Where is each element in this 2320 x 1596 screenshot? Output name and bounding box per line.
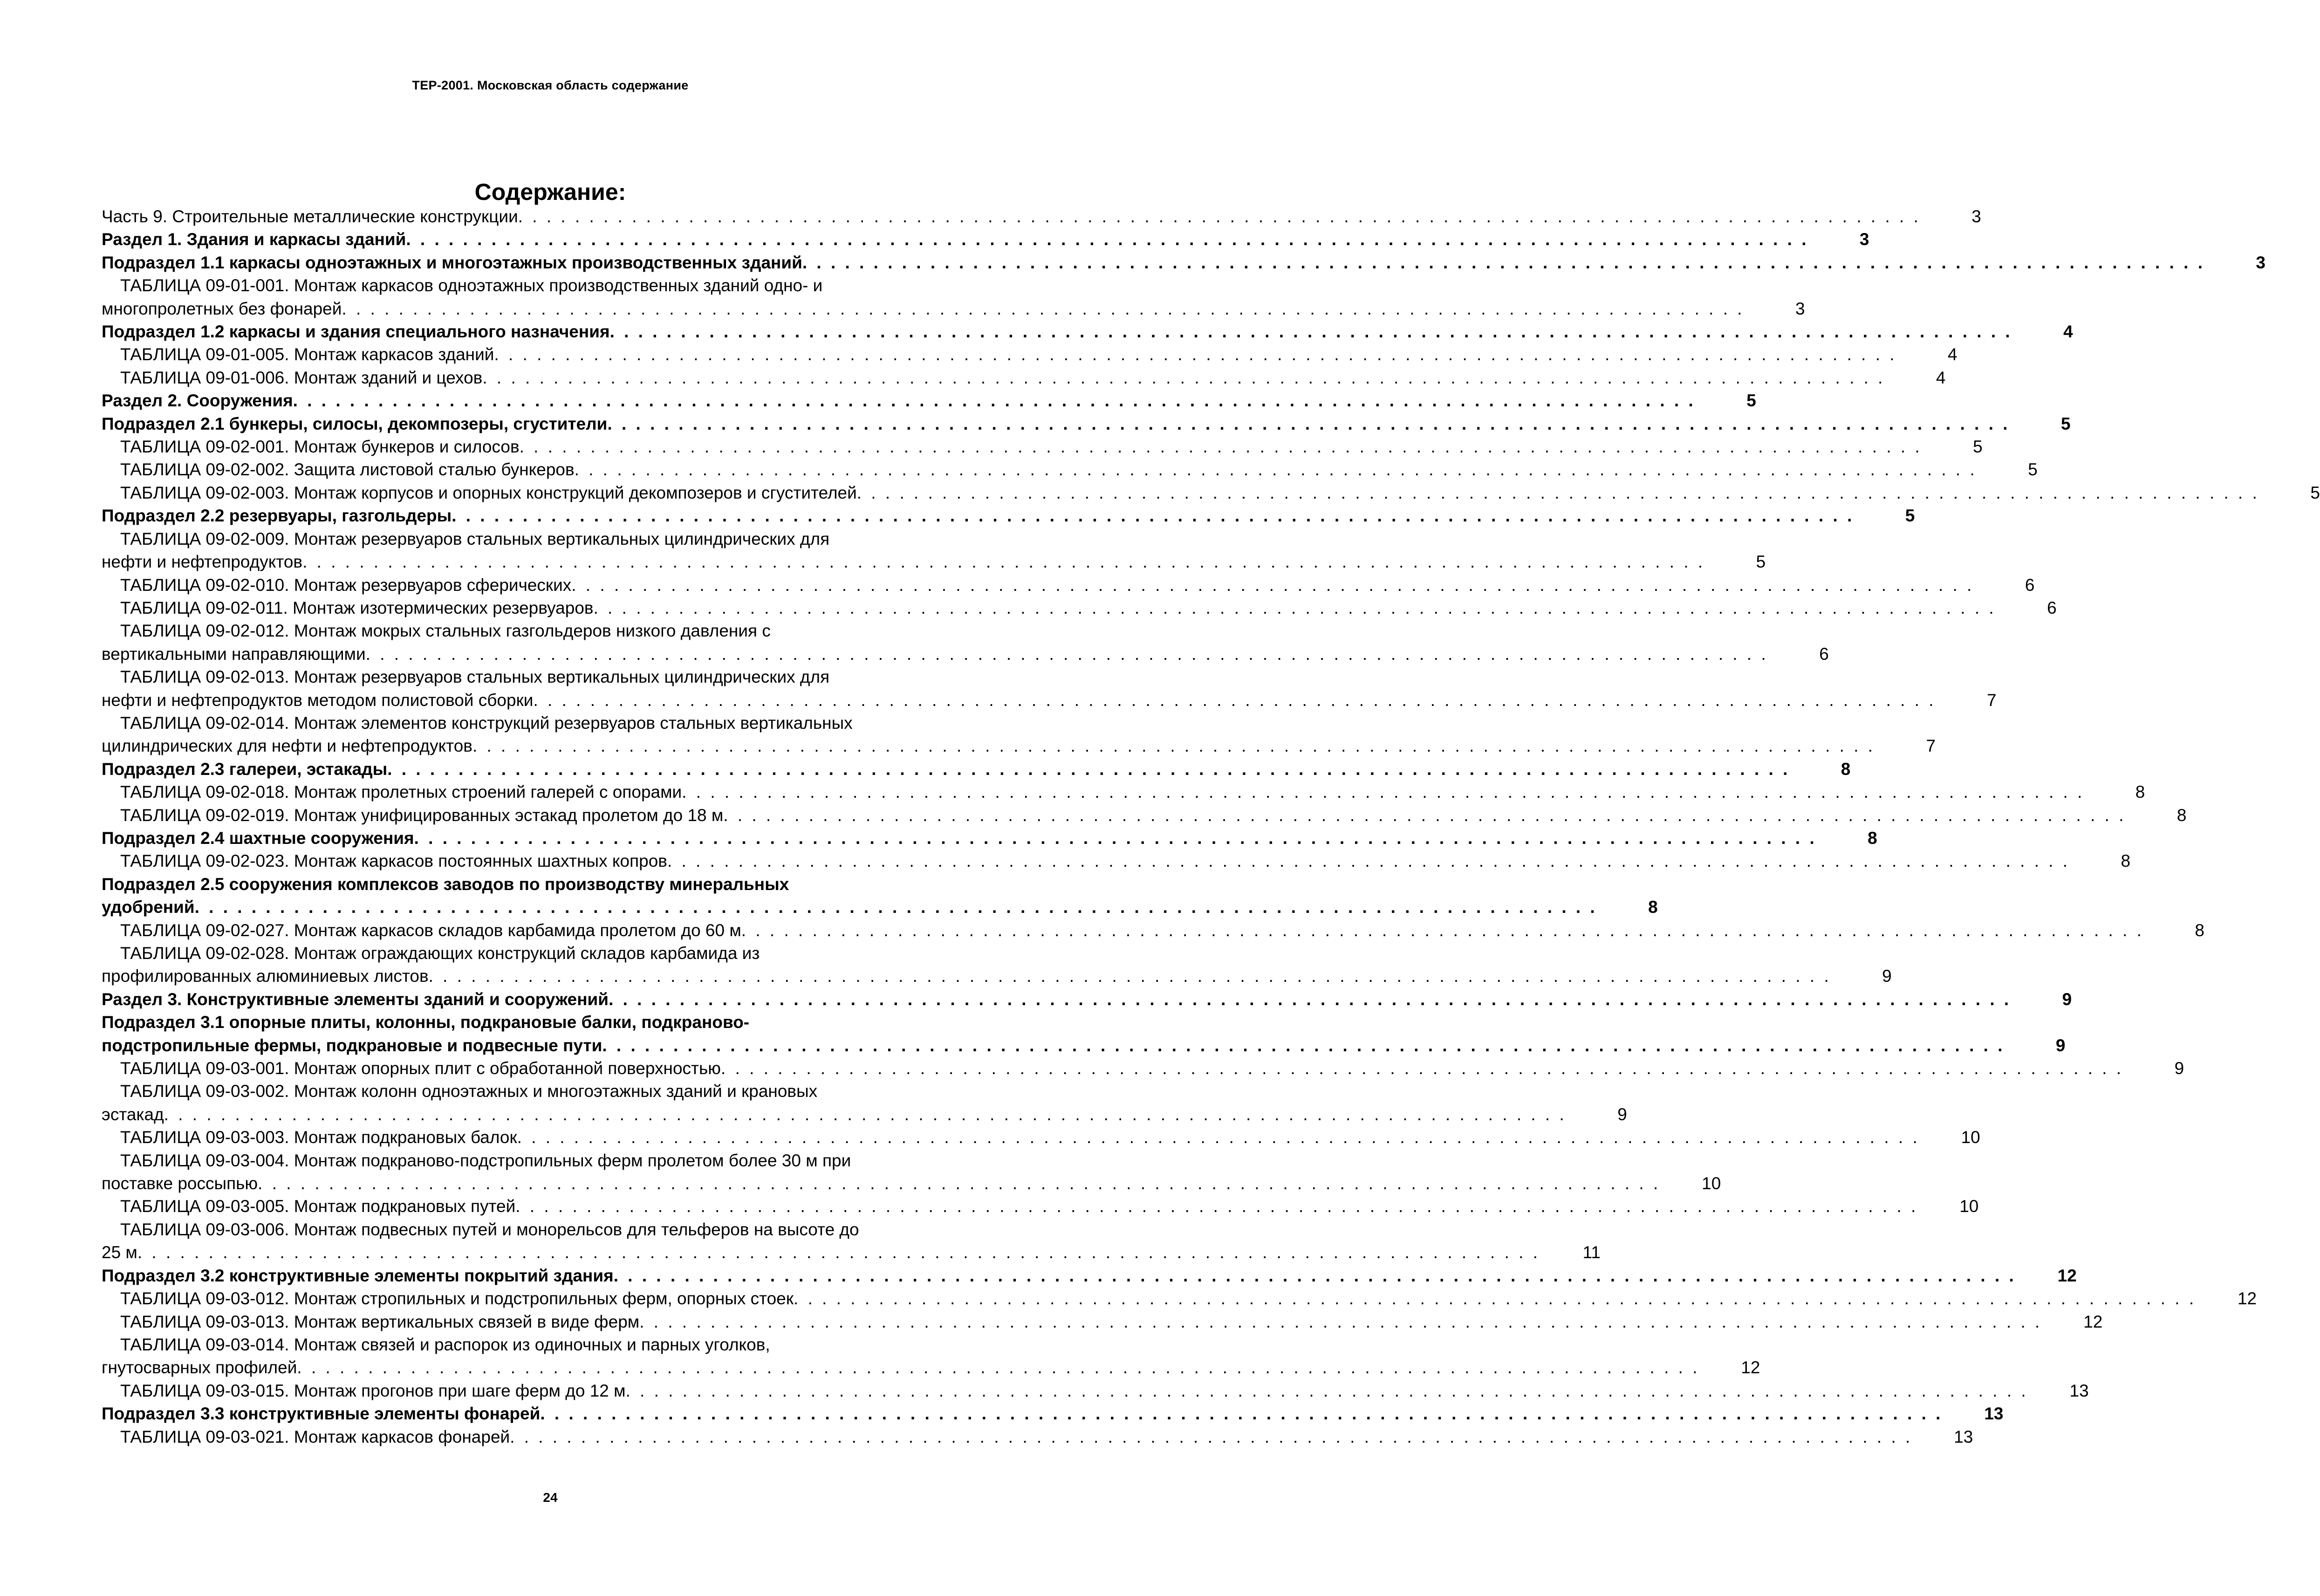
- toc-entry-title: [102, 804, 2126, 827]
- toc-entry-line: ТАБЛИЦА 09-03-004. Монтаж подкраново-подстропильных ферм пролетом более 30 м при: [120, 1151, 851, 1170]
- toc-entry-page-number: 6: [2025, 575, 2035, 595]
- toc-entry-line: ТАБЛИЦА 09-03-006. Монтаж подвесных путей и монорельсов для тельферов на высоте до: [120, 1219, 859, 1239]
- toc-entry[interactable]: [102, 412, 2071, 435]
- toc-entry-page-number: 5: [2310, 483, 2320, 502]
- toc-entry-title: [102, 504, 1854, 527]
- toc-entry[interactable]: [102, 320, 2073, 343]
- toc-entry-line: Подраздел 3.2 конструктивные элементы покрытий здания: [102, 1266, 614, 1285]
- toc-entry-title: [102, 1425, 1912, 1448]
- toc-entry-title: [102, 1126, 1920, 1149]
- toc-entry-page-number: 8: [2176, 805, 2187, 825]
- dot-leader: . . . . . . . . . . . . . . . . . . . . . . . . . . . . . . . . . . . . . . . . . . . . . . . . . . . . . . . . . . . . . . . . . . . . . . . . . . . . . . . . . . . . . . . . . . . . . . . . . . .: [723, 805, 2126, 825]
- toc-entry-page-number: 5: [2060, 414, 2071, 433]
- toc-entry-title: [102, 827, 1817, 849]
- dot-leader: . . . . . . . . . . . . . . . . . . . . . . . . . . . . . . . . . . . . . . . . . . . . . . . . . . . . . . . . . . . . . . . . . . . . . . . . . . . . . . . . . . . . . . . . . . . . . . . . . . .: [258, 1174, 1661, 1193]
- toc-entry-title: [102, 274, 1745, 320]
- toc-entry-line: Подраздел 2.1 бункеры, силосы, декомпозеры, сгустители: [102, 414, 608, 433]
- toc-entry[interactable]: [102, 1195, 1979, 1218]
- toc-entry[interactable]: [102, 504, 1915, 527]
- toc-entry[interactable]: [102, 712, 1936, 758]
- toc-entry-line: цилиндрических для нефти и нефтепродуктов: [102, 736, 472, 756]
- dot-leader: . . . . . . . . . . . . . . . . . . . . . . . . . . . . . . . . . . . . . . . . . . . . . . . . . . . . . . . . . . . . . . . . . . . . . . . . . . . . . . . . . . . . . . . . . . . . . . . . . . .: [802, 253, 2205, 272]
- toc-entry-line: ТАБЛИЦА 09-03-021. Монтаж каркасов фонарей: [120, 1427, 510, 1446]
- toc-entry-title: [102, 919, 2144, 942]
- dot-leader: . . . . . . . . . . . . . . . . . . . . . . . . . . . . . . . . . . . . . . . . . . . . . . . . . . . . . . . . . . . . . . . . . . . . . . . . . . . . . . . . . . . . . . . . . . . . . . . . . . .: [406, 230, 1809, 249]
- toc-entry-page-number: 12: [2237, 1289, 2257, 1308]
- dot-leader: . . . . . . . . . . . . . . . . . . . . . . . . . . . . . . . . . . . . . . . . . . . . . . . . . . . . . . . . . . . . . . . . . . . . . . . . . . . . . . . . . . . . . . . . . . . . . . . . . . .: [609, 989, 2012, 1009]
- toc-entry-title: [102, 1333, 1700, 1379]
- toc-entry[interactable]: [102, 251, 2265, 274]
- toc-entry-title: [102, 251, 2205, 274]
- toc-entry-line: ТАБЛИЦА 09-02-013. Монтаж резервуаров стальных вертикальных цилиндрических для: [120, 667, 830, 687]
- toc-entry-line: ТАБЛИЦА 09-02-014. Монтаж элементов конструкций резервуаров стальных вертикальных: [120, 713, 853, 733]
- toc-entry-title: [102, 873, 1597, 919]
- toc-entry-page-number: 10: [1959, 1197, 1979, 1216]
- toc-entry[interactable]: [102, 1149, 1721, 1195]
- toc-entry-page-number: 12: [2057, 1266, 2077, 1285]
- toc-entry-title: [102, 1080, 1567, 1126]
- page-title: Содержание:: [474, 179, 626, 205]
- dot-leader: . . . . . . . . . . . . . . . . . . . . . . . . . . . . . . . . . . . . . . . . . . . . . . . . . . . . . . . . . . . . . . . . . . . . . . . . . . . . . . . . . . . . . . . . . . . . . . . . . . .: [452, 506, 1855, 526]
- toc-entry-line: ТАБЛИЦА 09-02-018. Монтаж пролетных строений галерей с опорами: [120, 782, 682, 802]
- dot-leader: . . . . . . . . . . . . . . . . . . . . . . . . . . . . . . . . . . . . . . . . . . . . . . . . . . . . . . . . . . . . . . . . . . . . . . . . . . . . . . . . . . . . . . . . . . . . . . . . . . .: [533, 690, 1936, 710]
- toc-entry[interactable]: [102, 1011, 2066, 1057]
- toc-entry[interactable]: [102, 665, 1997, 712]
- toc-entry[interactable]: [102, 366, 1946, 389]
- toc-entry-title: [102, 665, 1936, 712]
- dot-leader: . . . . . . . . . . . . . . . . . . . . . . . . . . . . . . . . . . . . . . . . . . . . . . . . . . . . . . . . . . . . . . . . . . . . . . . . . . . . . . . . . . . . . . . . . . . . . . . . . . .: [472, 736, 1875, 756]
- dot-leader: . . . . . . . . . . . . . . . . . . . . . . . . . . . . . . . . . . . . . . . . . . . . . . . . . . . . . . . . . . . . . . . . . . . . . . . . . . . . . . . . . . . . . . . . . . . . . . . . . . .: [639, 1312, 2042, 1331]
- toc-entry[interactable]: [102, 1333, 1760, 1379]
- dot-leader: . . . . . . . . . . . . . . . . . . . . . . . . . . . . . . . . . . . . . . . . . . . . . . . . . . . . . . . . . . . . . . . . . . . . . . . . . . . . . . . . . . . . . . . . . . . . . . . . . . .: [607, 414, 2010, 433]
- toc-entry-page-number: 8: [2121, 851, 2131, 871]
- toc-entry-page-number: 5: [1756, 552, 1766, 572]
- toc-entry-title: [102, 458, 1977, 481]
- toc-entry[interactable]: [102, 1310, 2103, 1333]
- toc-entry-line: ТАБЛИЦА 09-02-028. Монтаж ограждающих конструкций складов карбамида из: [120, 944, 760, 963]
- toc-entry-page-number: 9: [2174, 1059, 2184, 1078]
- toc-entry-title: [102, 596, 1996, 619]
- toc-entry-page-number: 5: [1746, 391, 1756, 411]
- dot-leader: . . . . . . . . . . . . . . . . . . . . . . . . . . . . . . . . . . . . . . . . . . . . . . . . . . . . . . . . . . . . . . . . . . . . . . . . . . . . . . . . . . . . . . . . . . . . . . . . . . .: [515, 1197, 1918, 1216]
- toc-entry-line: ТАБЛИЦА 09-03-003. Монтаж подкрановых балок: [120, 1128, 517, 1147]
- dot-leader: . . . . . . . . . . . . . . . . . . . . . . . . . . . . . . . . . . . . . . . . . . . . . . . . . . . . . . . . . . . . . . . . . . . . . . . . . . . . . . . . . . . . . . . . . . . . . . . . . . .: [856, 483, 2259, 502]
- toc-entry-line: многопролетных без фонарей: [102, 299, 342, 318]
- toc-entry-line: удобрений: [102, 897, 195, 917]
- toc-entry-line: ТАБЛИЦА 09-03-005. Монтаж подкрановых путей: [120, 1197, 516, 1216]
- toc-entry[interactable]: [102, 988, 2072, 1011]
- toc-entry[interactable]: [102, 1425, 1973, 1448]
- dot-leader: . . . . . . . . . . . . . . . . . . . . . . . . . . . . . . . . . . . . . . . . . . . . . . . . . . . . . . . . . . . . . . . . . . . . . . . . . . . . . . . . . . . . . . . . . . . . . . . . . . .: [510, 1427, 1913, 1446]
- toc-entry-title: [102, 1264, 2016, 1287]
- toc-entry-page-number: 8: [1648, 897, 1658, 917]
- toc-entry-page-number: 7: [1987, 690, 1997, 710]
- toc-entry-title: [102, 758, 1790, 781]
- toc-entry-line: ТАБЛИЦА 09-03-014. Монтаж связей и распорок из одиночных и парных уголков,: [120, 1335, 770, 1354]
- toc-entry-line: ТАБЛИЦА 09-02-009. Монтаж резервуаров стальных вертикальных цилиндрических для: [120, 529, 830, 548]
- toc-entry[interactable]: [102, 1080, 1627, 1126]
- toc-entry-line: ТАБЛИЦА 09-03-012. Монтаж стропильных и подстропильных ферм, опорных стоек: [120, 1289, 794, 1308]
- toc-entry[interactable]: [102, 481, 2320, 504]
- toc-entry-page-number: 9: [1617, 1104, 1627, 1124]
- toc-entry-title: [102, 1287, 2196, 1310]
- dot-leader: . . . . . . . . . . . . . . . . . . . . . . . . . . . . . . . . . . . . . . . . . . . . . . . . . . . . . . . . . . . . . . . . . . . . . . . . . . . . . . . . . . . . . . . . . . . . . . . . . . .: [365, 644, 1768, 664]
- toc-entry-line: Подраздел 3.1 опорные плиты, колонны, подкрановые балки, подкраново-: [102, 1013, 750, 1032]
- toc-entry-page-number: 11: [1582, 1243, 1601, 1262]
- toc-entry-title: [102, 1149, 1660, 1195]
- toc-entry-line: ТАБЛИЦА 09-01-006. Монтаж зданий и цехов: [120, 368, 483, 387]
- toc-entry-page-number: 13: [1984, 1404, 2004, 1424]
- dot-leader: . . . . . . . . . . . . . . . . . . . . . . . . . . . . . . . . . . . . . . . . . . . . . . . . . . . . . . . . . . . . . . . . . . . . . . . . . . . . . . . . . . . . . . . . . . . . . . . . . . .: [414, 828, 1817, 848]
- toc-entry-line: Раздел 2. Сооружения: [102, 391, 293, 411]
- toc-entry[interactable]: [102, 1126, 1980, 1149]
- dot-leader: . . . . . . . . . . . . . . . . . . . . . . . . . . . . . . . . . . . . . . . . . . . . . . . . . . . . . . . . . . . . . . . . . . . . . . . . . . . . . . . . . . . . . . . . . . . . . . . . . . .: [519, 437, 1922, 457]
- toc-entry[interactable]: [102, 1218, 1601, 1264]
- toc-entry-page-number: 8: [2135, 782, 2145, 802]
- toc-entry-page-number: 12: [2083, 1312, 2103, 1331]
- toc-entry-line: подстропильные фермы, подкрановые и подвесные пути: [102, 1035, 602, 1055]
- toc-entry[interactable]: [102, 849, 2131, 872]
- toc-entry-line: Раздел 1. Здания и каркасы зданий: [102, 230, 406, 249]
- toc-entry-title: [102, 574, 1974, 596]
- toc-entry[interactable]: [102, 804, 2187, 827]
- toc-entry-line: ТАБЛИЦА 09-01-001. Монтаж каркасов одноэтажных производственных зданий одно- и: [120, 276, 823, 295]
- toc-entry[interactable]: [102, 343, 1957, 366]
- toc-entry[interactable]: [102, 527, 1766, 574]
- toc-entry[interactable]: [102, 942, 1892, 988]
- toc-entry-line: ТАБЛИЦА 09-01-005. Монтаж каркасов зданий: [120, 345, 494, 364]
- dot-leader: . . . . . . . . . . . . . . . . . . . . . . . . . . . . . . . . . . . . . . . . . . . . . . . . . . . . . . . . . . . . . . . . . . . . . . . . . . . . . . . . . . . . . . . . . . . . . . . . . . .: [482, 368, 1885, 387]
- toc-entry-page-number: 9: [2062, 989, 2072, 1009]
- toc-entry-title: [102, 435, 1922, 458]
- dot-leader: . . . . . . . . . . . . . . . . . . . . . . . . . . . . . . . . . . . . . . . . . . . . . . . . . . . . . . . . . . . . . . . . . . . . . . . . . . . . . . . . . . . . . . . . . . . . . . . . . . .: [387, 759, 1790, 779]
- toc-entry-page-number: 3: [2256, 253, 2265, 272]
- toc-entry[interactable]: [102, 619, 1829, 665]
- toc-entry-title: [102, 942, 1831, 988]
- toc-entry-title: [102, 412, 2010, 435]
- dot-leader: . . . . . . . . . . . . . . . . . . . . . . . . . . . . . . . . . . . . . . . . . . . . . . . . . . . . . . . . . . . . . . . . . . . . . . . . . . . . . . . . . . . . . . . . . . . . . . . . . . .: [602, 1035, 2005, 1055]
- dot-leader: . . . . . . . . . . . . . . . . . . . . . . . . . . . . . . . . . . . . . . . . . . . . . . . . . . . . . . . . . . . . . . . . . . . . . . . . . . . . . . . . . . . . . . . . . . . . . . . . . . .: [574, 460, 1977, 479]
- toc-entry-page-number: 5: [2028, 460, 2038, 479]
- dot-leader: . . . . . . . . . . . . . . . . . . . . . . . . . . . . . . . . . . . . . . . . . . . . . . . . . . . . . . . . . . . . . . . . . . . . . . . . . . . . . . . . . . . . . . . . . . . . . . . . . . .: [518, 207, 1921, 226]
- toc-entry-page-number: 8: [1841, 759, 1851, 779]
- toc-entry-line: нефти и нефтепродуктов: [102, 552, 303, 572]
- toc-entry-page-number: 6: [1819, 644, 1829, 664]
- toc-entry-page-number: 4: [1947, 345, 1957, 364]
- dot-leader: . . . . . . . . . . . . . . . . . . . . . . . . . . . . . . . . . . . . . . . . . . . . . . . . . . . . . . . . . . . . . . . . . . . . . . . . . . . . . . . . . . . . . . . . . . . . . . . . . . .: [137, 1243, 1540, 1262]
- toc-entry-page-number: 5: [1973, 437, 1983, 457]
- toc-entry-page-number: 3: [1971, 207, 1981, 226]
- toc-entry-title: [102, 712, 1875, 758]
- toc-entry-line: ТАБЛИЦА 09-02-012. Монтаж мокрых стальных газгольдеров низкого давления с: [120, 621, 771, 641]
- toc-entry-line: гнутосварных профилей: [102, 1358, 297, 1377]
- toc-entry-title: [102, 205, 1921, 228]
- toc-entry-title: [102, 619, 1768, 665]
- toc-entry-line: Подраздел 2.4 шахтные сооружения: [102, 828, 414, 848]
- dot-leader: . . . . . . . . . . . . . . . . . . . . . . . . . . . . . . . . . . . . . . . . . . . . . . . . . . . . . . . . . . . . . . . . . . . . . . . . . . . . . . . . . . . . . . . . . . . . . . . . . . .: [302, 552, 1705, 572]
- toc-entry-line: нефти и нефтепродуктов методом полистовой сборки: [102, 690, 534, 710]
- toc-entry-line: ТАБЛИЦА 09-03-001. Монтаж опорных плит с обработанной поверхностью: [120, 1059, 721, 1078]
- toc-entry-page-number: 3: [1795, 299, 1805, 318]
- dot-leader: . . . . . . . . . . . . . . . . . . . . . . . . . . . . . . . . . . . . . . . . . . . . . . . . . . . . . . . . . . . . . . . . . . . . . . . . . . . . . . . . . . . . . . . . . . . . . . . . . . .: [164, 1104, 1567, 1124]
- toc-entry[interactable]: [102, 1264, 2077, 1287]
- toc-entry-title: [102, 320, 2012, 343]
- toc-entry-page-number: 10: [1702, 1174, 1721, 1193]
- toc-entry-page-number: 13: [1954, 1427, 1973, 1446]
- toc-entry[interactable]: [102, 458, 2038, 481]
- toc-entry-line: ТАБЛИЦА 09-02-023. Монтаж каркасов постоянных шахтных копров: [120, 851, 667, 871]
- toc-entry[interactable]: [102, 205, 1981, 228]
- dot-leader: . . . . . . . . . . . . . . . . . . . . . . . . . . . . . . . . . . . . . . . . . . . . . . . . . . . . . . . . . . . . . . . . . . . . . . . . . . . . . . . . . . . . . . . . . . . . . . . . . . .: [571, 575, 1974, 595]
- toc-entry-page-number: 8: [1868, 828, 1877, 848]
- dot-leader: . . . . . . . . . . . . . . . . . . . . . . . . . . . . . . . . . . . . . . . . . . . . . . . . . . . . . . . . . . . . . . . . . . . . . . . . . . . . . . . . . . . . . . . . . . . . . . . . . . .: [613, 1266, 2016, 1285]
- toc-entry-line: ТАБЛИЦА 09-02-003. Монтаж корпусов и опорных конструкций декомпозеров и сгустителей: [120, 483, 857, 502]
- dot-leader: . . . . . . . . . . . . . . . . . . . . . . . . . . . . . . . . . . . . . . . . . . . . . . . . . . . . . . . . . . . . . . . . . . . . . . . . . . . . . . . . . . . . . . . . . . . . . . . . . . .: [741, 920, 2144, 940]
- toc-entry-title: [102, 1218, 1540, 1264]
- dot-leader: . . . . . . . . . . . . . . . . . . . . . . . . . . . . . . . . . . . . . . . . . . . . . . . . . . . . . . . . . . . . . . . . . . . . . . . . . . . . . . . . . . . . . . . . . . . . . . . . . . .: [428, 966, 1831, 986]
- toc-entry-page-number: 13: [2069, 1381, 2089, 1400]
- toc-entry-page-number: 6: [2047, 598, 2057, 617]
- toc-entry-page-number: 4: [2063, 322, 2073, 342]
- toc-entry-line: ТАБЛИЦА 09-03-002. Монтаж колонн одноэтажных и многоэтажных зданий и крановых: [120, 1082, 818, 1101]
- toc-entry-title: [102, 228, 1809, 251]
- toc-entry-page-number: 4: [1936, 368, 1946, 387]
- toc-entry-line: Подраздел 2.2 резервуары, газгольдеры: [102, 506, 452, 526]
- toc-entry[interactable]: [102, 1287, 2257, 1310]
- toc-entry[interactable]: [102, 827, 1877, 849]
- dot-leader: . . . . . . . . . . . . . . . . . . . . . . . . . . . . . . . . . . . . . . . . . . . . . . . . . . . . . . . . . . . . . . . . . . . . . . . . . . . . . . . . . . . . . . . . . . . . . . . . . . .: [667, 851, 2070, 871]
- toc-entry[interactable]: [102, 781, 2145, 803]
- toc-entry-line: ТАБЛИЦА 09-02-010. Монтаж резервуаров сферических: [120, 575, 572, 595]
- dot-leader: . . . . . . . . . . . . . . . . . . . . . . . . . . . . . . . . . . . . . . . . . . . . . . . . . . . . . . . . . . . . . . . . . . . . . . . . . . . . . . . . . . . . . . . . . . . . . . . . . . .: [297, 1358, 1700, 1377]
- toc-entry[interactable]: [102, 1057, 2184, 1080]
- toc-entry[interactable]: [102, 574, 2035, 596]
- toc-entry-line: Подраздел 1.1 каркасы одноэтажных и многоэтажных производственных зданий: [102, 253, 802, 272]
- dot-leader: . . . . . . . . . . . . . . . . . . . . . . . . . . . . . . . . . . . . . . . . . . . . . . . . . . . . . . . . . . . . . . . . . . . . . . . . . . . . . . . . . . . . . . . . . . . . . . . . . . .: [342, 299, 1745, 318]
- toc-entry-page-number: 9: [1882, 966, 1892, 986]
- toc-entry[interactable]: [102, 1402, 2004, 1425]
- dot-leader: . . . . . . . . . . . . . . . . . . . . . . . . . . . . . . . . . . . . . . . . . . . . . . . . . . . . . . . . . . . . . . . . . . . . . . . . . . . . . . . . . . . . . . . . . . . . . . . . . . .: [593, 598, 1996, 617]
- toc-entry-title: [102, 988, 2011, 1011]
- toc-entry-line: профилированных алюминиевых листов: [102, 966, 429, 986]
- toc-entry-title: [102, 1402, 1943, 1425]
- toc-entry[interactable]: [102, 274, 1805, 320]
- dot-leader: . . . . . . . . . . . . . . . . . . . . . . . . . . . . . . . . . . . . . . . . . . . . . . . . . . . . . . . . . . . . . . . . . . . . . . . . . . . . . . . . . . . . . . . . . . . . . . . . . . .: [794, 1289, 2197, 1308]
- toc-entry-line: Подраздел 1.2 каркасы и здания специального назначения: [102, 322, 610, 342]
- toc-entry-line: Часть 9. Строительные металлические конструкции: [102, 207, 518, 226]
- toc-entry[interactable]: [102, 389, 1756, 412]
- toc-entry-title: [102, 1310, 2042, 1333]
- toc-entry-page-number: 10: [1961, 1128, 1980, 1147]
- toc-entry-line: Подраздел 3.3 конструктивные элементы фонарей: [102, 1404, 541, 1424]
- dot-leader: . . . . . . . . . . . . . . . . . . . . . . . . . . . . . . . . . . . . . . . . . . . . . . . . . . . . . . . . . . . . . . . . . . . . . . . . . . . . . . . . . . . . . . . . . . . . . . . . . . .: [194, 897, 1597, 917]
- toc-entry-line: ТАБЛИЦА 09-02-011. Монтаж изотермических резервуаров: [120, 598, 594, 617]
- toc-entry-line: ТАБЛИЦА 09-02-001. Монтаж бункеров и силосов: [120, 437, 520, 457]
- toc-entry-title: [102, 1195, 1918, 1218]
- toc-entry[interactable]: [102, 873, 1658, 919]
- toc-entry[interactable]: [102, 1379, 2089, 1402]
- toc-entry-line: Раздел 3. Конструктивные элементы зданий и сооружений: [102, 989, 609, 1009]
- toc-entry-title: [102, 366, 1885, 389]
- toc-entry-page-number: 7: [1926, 736, 1936, 756]
- dot-leader: . . . . . . . . . . . . . . . . . . . . . . . . . . . . . . . . . . . . . . . . . . . . . . . . . . . . . . . . . . . . . . . . . . . . . . . . . . . . . . . . . . . . . . . . . . . . . . . . . . .: [625, 1381, 2028, 1400]
- toc-entry-title: [102, 1011, 2005, 1057]
- toc-entry-page-number: 8: [2195, 920, 2204, 940]
- toc-entry-line: ТАБЛИЦА 09-02-019. Монтаж унифицированных эстакад пролетом до 18 м: [120, 805, 724, 825]
- toc-entry-line: Подраздел 2.3 галереи, эстакады: [102, 759, 388, 779]
- toc-entry-title: [102, 389, 1696, 412]
- toc-entry-line: ТАБЛИЦА 09-02-002. Защита листовой сталью бункеров: [120, 460, 575, 479]
- toc-entry[interactable]: [102, 919, 2204, 942]
- toc-entry-title: [102, 343, 1897, 366]
- toc-entry[interactable]: [102, 596, 2057, 619]
- dot-leader: . . . . . . . . . . . . . . . . . . . . . . . . . . . . . . . . . . . . . . . . . . . . . . . . . . . . . . . . . . . . . . . . . . . . . . . . . . . . . . . . . . . . . . . . . . . . . . . . . . .: [540, 1404, 1943, 1424]
- toc-entry-line: ТАБЛИЦА 09-02-027. Монтаж каркасов складов карбамида пролетом до 60 м: [120, 920, 741, 940]
- table-of-contents: [102, 205, 2320, 1448]
- dot-leader: . . . . . . . . . . . . . . . . . . . . . . . . . . . . . . . . . . . . . . . . . . . . . . . . . . . . . . . . . . . . . . . . . . . . . . . . . . . . . . . . . . . . . . . . . . . . . . . . . . .: [293, 391, 1696, 411]
- dot-leader: . . . . . . . . . . . . . . . . . . . . . . . . . . . . . . . . . . . . . . . . . . . . . . . . . . . . . . . . . . . . . . . . . . . . . . . . . . . . . . . . . . . . . . . . . . . . . . . . . . .: [682, 782, 2085, 802]
- toc-entry-title: [102, 1379, 2028, 1402]
- toc-entry[interactable]: [102, 758, 1851, 781]
- toc-entry-title: [102, 781, 2084, 803]
- toc-entry-page-number: 12: [1741, 1358, 1760, 1377]
- toc-entry-line: поставке россыпью: [102, 1174, 258, 1193]
- toc-entry-line: Подраздел 2.5 сооружения комплексов заводов по производству минеральных: [102, 874, 789, 894]
- page-header: ТЕР-2001. Московская область содержание: [412, 78, 689, 92]
- dot-leader: . . . . . . . . . . . . . . . . . . . . . . . . . . . . . . . . . . . . . . . . . . . . . . . . . . . . . . . . . . . . . . . . . . . . . . . . . . . . . . . . . . . . . . . . . . . . . . . . . . .: [494, 345, 1897, 364]
- toc-entry-title: [102, 527, 1705, 574]
- toc-entry-page-number: 5: [1905, 506, 1915, 526]
- page-number: 24: [543, 1490, 558, 1505]
- toc-entry-line: ТАБЛИЦА 09-03-013. Монтаж вертикальных связей в виде ферм: [120, 1312, 640, 1331]
- toc-entry-page-number: 9: [2055, 1035, 2066, 1055]
- toc-entry-line: ТАБЛИЦА 09-03-015. Монтаж прогонов при шаге ферм до 12 м: [120, 1381, 626, 1400]
- toc-entry-line: 25 м: [102, 1243, 137, 1262]
- toc-entry-title: [102, 849, 2070, 872]
- toc-entry-page-number: 3: [1859, 230, 1869, 249]
- dot-leader: . . . . . . . . . . . . . . . . . . . . . . . . . . . . . . . . . . . . . . . . . . . . . . . . . . . . . . . . . . . . . . . . . . . . . . . . . . . . . . . . . . . . . . . . . . . . . . . . . . .: [517, 1128, 1920, 1147]
- toc-entry-line: вертикальными направляющими: [102, 644, 366, 664]
- toc-entry[interactable]: [102, 228, 1869, 251]
- toc-entry-title: [102, 481, 2259, 504]
- dot-leader: . . . . . . . . . . . . . . . . . . . . . . . . . . . . . . . . . . . . . . . . . . . . . . . . . . . . . . . . . . . . . . . . . . . . . . . . . . . . . . . . . . . . . . . . . . . . . . . . . . .: [721, 1059, 2124, 1078]
- toc-entry-line: эстакад: [102, 1104, 164, 1124]
- toc-entry-title: [102, 1057, 2123, 1080]
- toc-entry[interactable]: [102, 435, 1983, 458]
- dot-leader: . . . . . . . . . . . . . . . . . . . . . . . . . . . . . . . . . . . . . . . . . . . . . . . . . . . . . . . . . . . . . . . . . . . . . . . . . . . . . . . . . . . . . . . . . . . . . . . . . . .: [609, 322, 2012, 342]
